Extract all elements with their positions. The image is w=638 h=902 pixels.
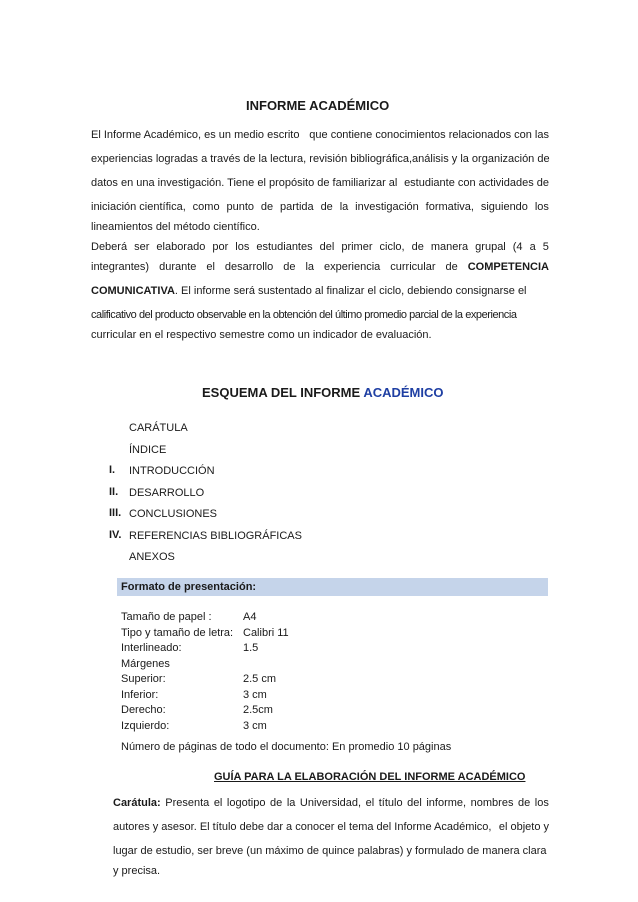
text-segment: de [270, 797, 283, 809]
text-segment: Universidad, [299, 797, 362, 809]
intro-line-4 [91, 200, 549, 214]
scheme-item-label: INTRODUCCIÓN [129, 465, 215, 477]
text-segment: experiencia [324, 261, 381, 273]
text-segment: estudiante con actividades de [404, 177, 549, 189]
scheme-title-accent: ACADÉMICO [363, 385, 444, 400]
para2-line-3-text: . El informe será sustentado al finalizar el ciclo, debiendo consignarse el [174, 285, 527, 297]
format-row-value: Calibri 11 [243, 626, 289, 639]
text-segment: a [529, 241, 536, 253]
text-segment: los [235, 241, 250, 253]
text-segment: informe, [426, 797, 467, 809]
text-segment: durante [159, 261, 197, 273]
text-segment: partida [280, 201, 314, 213]
text-segment: integrantes) [91, 261, 150, 273]
text-segment: que contiene conocimientos relacionados con las [309, 129, 549, 141]
text-segment: formativa, [425, 201, 474, 213]
guide-line-1 [113, 796, 549, 810]
text-segment: el [213, 797, 223, 809]
text-segment: de [411, 241, 424, 253]
format-row-label: Tamaño de papel : [121, 611, 212, 623]
competencia-label: COMUNICATIVA [91, 285, 175, 297]
scheme-item-number: II. [109, 486, 119, 498]
text-segment: datos en una investigación. Tiene el propósito de familiarizar al [91, 177, 398, 189]
format-row-label: Superior: [121, 673, 166, 685]
guide-title: GUÍA PARA LA ELABORACIÓN DEL INFORME ACADÉMICO [214, 771, 526, 783]
format-row-value: 3 cm [243, 688, 267, 701]
text-segment: Presenta [165, 797, 210, 809]
document-title: INFORME ACADÉMICO [246, 98, 390, 113]
text-segment: lugar de estudio, ser breve (un máximo de quince palabras) y formulado de manera clara [113, 845, 547, 857]
intro-line-5: lineamientos del método científico. [91, 221, 260, 233]
text-segment: como [192, 201, 220, 213]
scheme-title-main: ESQUEMA DEL INFORME [202, 385, 361, 400]
format-row-label: Izquierdo: [121, 719, 170, 732]
scheme-item-label: CONCLUSIONES [129, 508, 218, 520]
text-segment: siguiendo [480, 201, 528, 213]
scheme-item-label: ANEXOS [129, 551, 175, 563]
text-segment: del [319, 241, 335, 253]
scheme-item-label: REFERENCIAS BIBLIOGRÁFICAS [129, 530, 302, 542]
text-segment: por [212, 241, 229, 253]
scheme-item-number: III. [109, 507, 122, 519]
text-segment: de [445, 261, 458, 273]
text-segment: manera [430, 241, 469, 253]
scheme-title [202, 386, 444, 400]
text-segment: autores y asesor. El título debe dar a conocer el tema del Informe Académico, [113, 821, 492, 833]
text-segment: la [305, 261, 315, 273]
scheme-item-label: ÍNDICE [129, 444, 167, 456]
text-segment: 5 [542, 241, 549, 253]
text-segment: el [365, 797, 375, 809]
text-segment: nombres [470, 797, 514, 809]
page-count-line: Número de páginas de todo el documento: En promedio 10 páginas [121, 741, 452, 753]
para2-line-1 [91, 240, 549, 254]
text-segment: análisis y la organización de [412, 153, 550, 165]
text-segment: de [260, 201, 274, 213]
format-row-value: 3 cm [243, 719, 267, 732]
text-segment: ser [134, 241, 150, 253]
text-segment: de [320, 201, 333, 213]
para2-line-5: curricular en el respectivo semestre como un indicador de evaluación. [91, 329, 432, 341]
format-row-value: A4 [243, 611, 257, 623]
text-segment: los [534, 201, 549, 213]
text-segment: los [534, 797, 549, 809]
text-segment: logotipo [226, 797, 266, 809]
format-row-label: Interlineado: [121, 642, 182, 654]
text-segment: experiencias logradas a través de la lectura, revisión bibliográfica, [91, 153, 413, 165]
scheme-item-number: I. [109, 464, 116, 476]
format-row-value: 1.5 [243, 642, 259, 654]
text-segment: la [286, 797, 296, 809]
scheme-item-label: CARÁTULA [129, 422, 188, 434]
guide-line-3 [113, 844, 549, 858]
text-segment: grupal [475, 241, 506, 253]
text-segment: la [339, 201, 349, 213]
intro-line-3 [91, 176, 549, 190]
competencia-label: COMPETENCIA [467, 261, 549, 273]
text-segment: Deberá [91, 241, 128, 253]
format-row-value: 2.5cm [243, 704, 273, 716]
para2-line-2 [91, 260, 549, 274]
para2-line-3 [91, 284, 527, 298]
text-segment: estudiantes [256, 241, 313, 253]
format-heading: Formato de presentación: [121, 581, 257, 593]
text-segment: desarrollo [224, 261, 274, 273]
caratula-label: Carátula: [113, 797, 161, 809]
text-segment: curricular [390, 261, 436, 273]
text-segment: investigación [355, 201, 419, 213]
intro-line-2 [91, 152, 549, 166]
text-segment: de [518, 797, 531, 809]
format-row-label: Márgenes [121, 657, 170, 670]
format-row-label: Inferior: [121, 688, 159, 701]
intro-line-1 [91, 128, 549, 142]
guide-line-2 [113, 820, 549, 834]
text-segment: iniciación científica, [91, 201, 186, 213]
format-row-value: 2.5 cm [243, 673, 277, 685]
text-segment: primer [341, 241, 373, 253]
scheme-item-number: IV. [109, 529, 122, 541]
guide-line-4: y precisa. [113, 865, 161, 877]
text-segment: ciclo, [379, 241, 405, 253]
text-segment: (4 [512, 241, 523, 253]
format-row-label: Tipo y tamaño de letra: [121, 626, 234, 639]
text-segment: El Informe Académico, es un medio escrito [91, 129, 300, 141]
text-segment: punto [226, 201, 254, 213]
text-segment: el [206, 261, 215, 273]
scheme-item-label: DESARROLLO [129, 487, 205, 499]
text-segment: del [407, 797, 422, 809]
format-row-label: Derecho: [121, 704, 166, 716]
text-segment: de [283, 261, 296, 273]
para2-line-4: calificativo del producto observable en la obtención del último promedio parcial de la experiencia [91, 309, 517, 321]
text-segment: el objeto y [498, 821, 549, 833]
text-segment: título [378, 797, 403, 809]
text-segment: elaborado [156, 241, 206, 253]
